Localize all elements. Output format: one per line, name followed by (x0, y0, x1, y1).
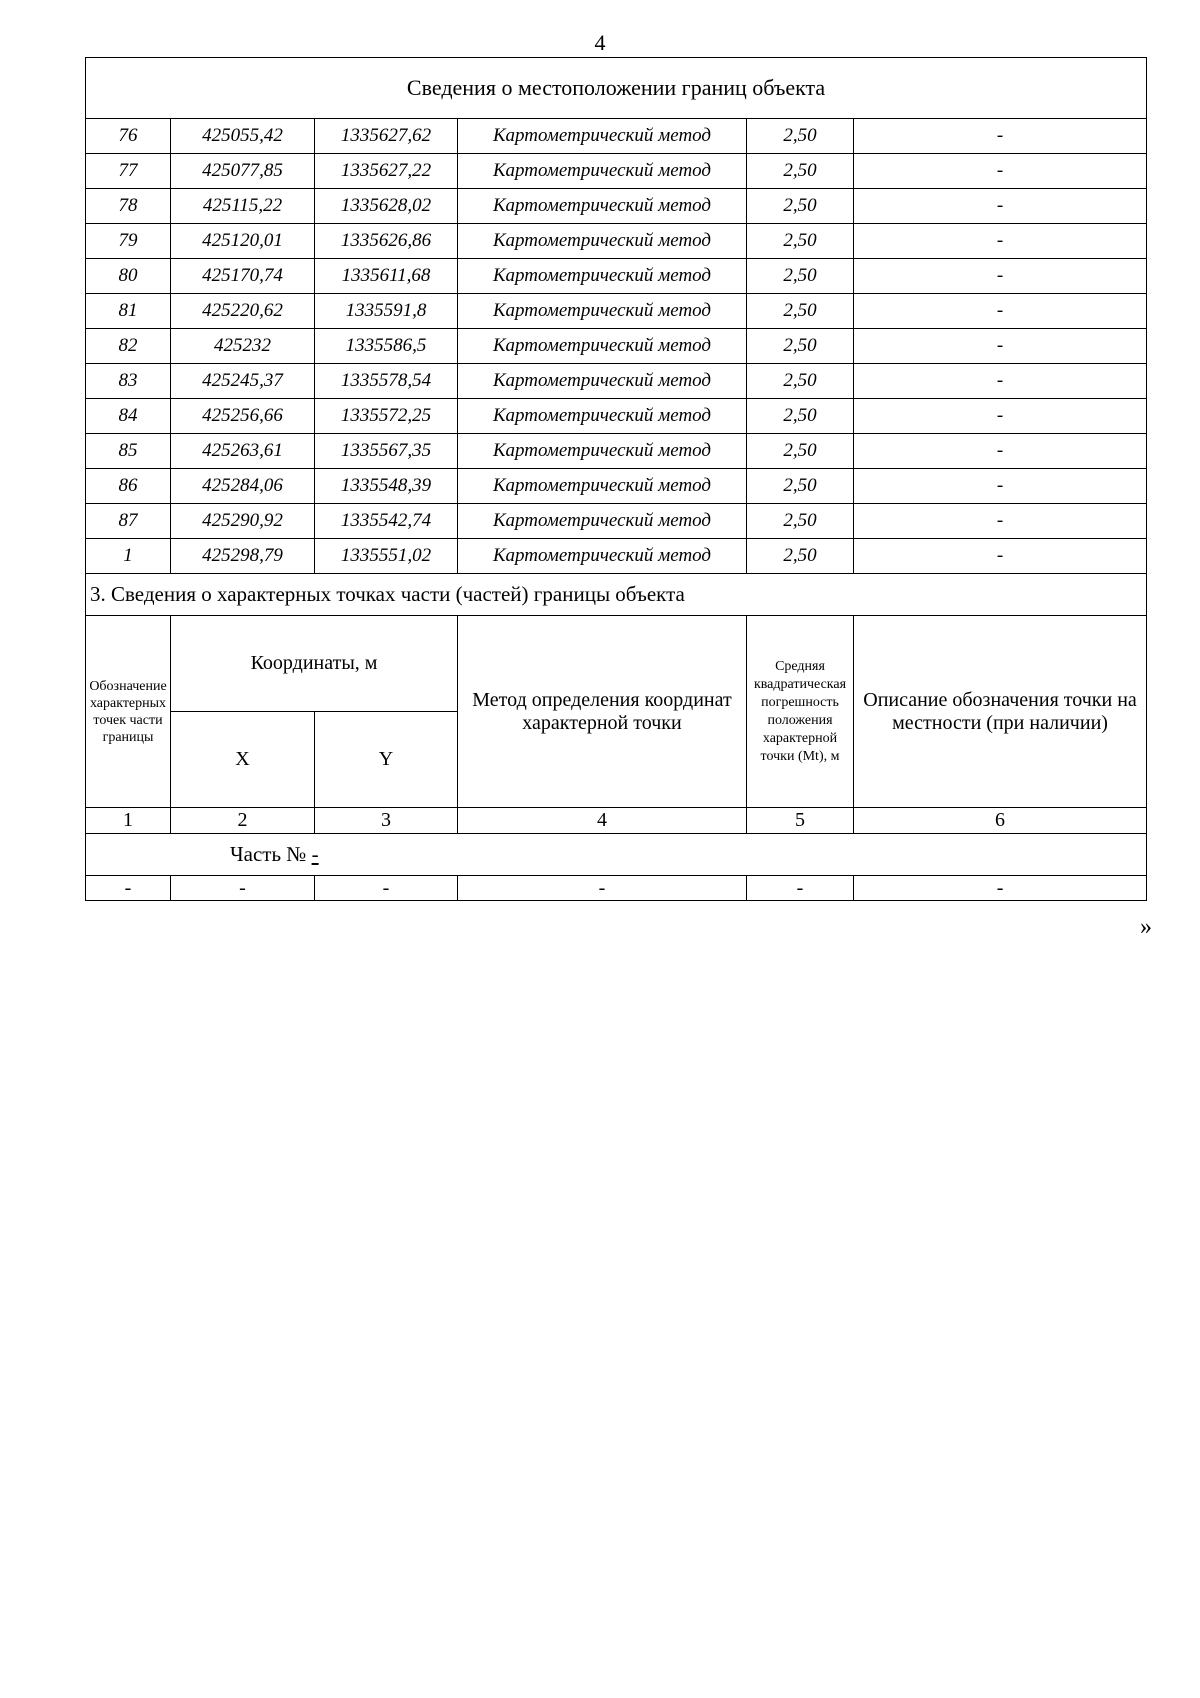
x-coordinate-cell: 425170,74 (171, 259, 315, 294)
point-number-cell: 86 (86, 469, 171, 504)
description-cell: - (854, 119, 1147, 154)
method-cell: Картометрический метод (458, 539, 747, 574)
method-cell: Картометрический метод (458, 434, 747, 469)
table-row (86, 504, 1147, 539)
page-number: 4 (594, 30, 606, 55)
header-x: X (171, 712, 315, 808)
table-row (86, 294, 1147, 329)
point-number-cell: 81 (86, 294, 171, 329)
header-coordinates: Координаты, м (171, 616, 458, 712)
column-numbers-row (86, 808, 1147, 834)
y-coordinate-cell: 1335578,54 (315, 364, 458, 399)
table-row (86, 399, 1147, 434)
mt-cell: 2,50 (747, 119, 854, 154)
table-row (86, 154, 1147, 189)
column-number: 2 (171, 808, 315, 834)
empty-cell: - (854, 876, 1147, 901)
table-row (86, 329, 1147, 364)
y-coordinate-cell: 1335542,74 (315, 504, 458, 539)
description-cell: - (854, 189, 1147, 224)
empty-part-row (86, 876, 1147, 901)
description-cell: - (854, 434, 1147, 469)
mt-cell: 2,50 (747, 294, 854, 329)
description-cell: - (854, 469, 1147, 504)
boundary-table (85, 57, 1147, 901)
column-number: 3 (315, 808, 458, 834)
x-coordinate-cell: 425232 (171, 329, 315, 364)
description-cell: - (854, 224, 1147, 259)
mt-cell: 2,50 (747, 469, 854, 504)
part-label: Часть № (230, 842, 307, 866)
description-cell: - (854, 329, 1147, 364)
y-coordinate-cell: 1335627,22 (315, 154, 458, 189)
x-coordinate-cell: 425245,37 (171, 364, 315, 399)
table-row (86, 469, 1147, 504)
method-cell: Картометрический метод (458, 259, 747, 294)
header-mt: Средняя квадратическая погрешность положения характерной точки (Mt), м (747, 616, 854, 808)
description-cell: - (854, 504, 1147, 539)
empty-cell: - (86, 876, 171, 901)
column-number: 6 (854, 808, 1147, 834)
point-number-cell: 79 (86, 224, 171, 259)
method-cell: Картометрический метод (458, 364, 747, 399)
y-coordinate-cell: 1335586,5 (315, 329, 458, 364)
y-coordinate-cell: 1335551,02 (315, 539, 458, 574)
mt-cell: 2,50 (747, 434, 854, 469)
mt-cell: 2,50 (747, 364, 854, 399)
column-number: 4 (458, 808, 747, 834)
y-coordinate-cell: 1335572,25 (315, 399, 458, 434)
x-coordinate-cell: 425256,66 (171, 399, 315, 434)
x-coordinate-cell: 425263,61 (171, 434, 315, 469)
mt-cell: 2,50 (747, 399, 854, 434)
x-coordinate-cell: 425290,92 (171, 504, 315, 539)
table-title: Сведения о местоположении границ объекта (86, 58, 1147, 119)
section-3-title: 3. Сведения о характерных точках части (частей) границы объекта (86, 574, 1147, 616)
y-coordinate-cell: 1335626,86 (315, 224, 458, 259)
point-number-cell: 83 (86, 364, 171, 399)
method-cell: Картометрический метод (458, 154, 747, 189)
method-cell: Картометрический метод (458, 189, 747, 224)
empty-cell: - (315, 876, 458, 901)
description-cell: - (854, 154, 1147, 189)
method-cell: Картометрический метод (458, 504, 747, 539)
empty-cell: - (458, 876, 747, 901)
table-row (86, 364, 1147, 399)
description-cell: - (854, 399, 1147, 434)
header-y: Y (315, 712, 458, 808)
point-number-cell: 82 (86, 329, 171, 364)
header-description: Описание обозначения точки на местности (при наличии) (854, 616, 1147, 808)
column-number: 1 (86, 808, 171, 834)
x-coordinate-cell: 425055,42 (171, 119, 315, 154)
x-coordinate-cell: 425284,06 (171, 469, 315, 504)
point-number-cell: 84 (86, 399, 171, 434)
mt-cell: 2,50 (747, 189, 854, 224)
y-coordinate-cell: 1335567,35 (315, 434, 458, 469)
x-coordinate-cell: 425298,79 (171, 539, 315, 574)
point-number-cell: 87 (86, 504, 171, 539)
y-coordinate-cell: 1335627,62 (315, 119, 458, 154)
x-coordinate-cell: 425115,22 (171, 189, 315, 224)
mt-cell: 2,50 (747, 329, 854, 364)
part-row (86, 834, 1147, 876)
point-number-cell: 85 (86, 434, 171, 469)
empty-cell: - (171, 876, 315, 901)
header-method: Метод определения координат характерной точки (458, 616, 747, 808)
column-number: 5 (747, 808, 854, 834)
empty-cell: - (747, 876, 854, 901)
table-row (86, 539, 1147, 574)
mt-cell: 2,50 (747, 224, 854, 259)
part-value: - (311, 842, 319, 866)
point-number-cell: 77 (86, 154, 171, 189)
table-row (86, 434, 1147, 469)
mt-cell: 2,50 (747, 504, 854, 539)
table-row (86, 224, 1147, 259)
table-row (86, 119, 1147, 154)
method-cell: Картометрический метод (458, 329, 747, 364)
point-number-cell: 80 (86, 259, 171, 294)
x-coordinate-cell: 425077,85 (171, 154, 315, 189)
method-cell: Картометрический метод (458, 469, 747, 504)
description-cell: - (854, 539, 1147, 574)
description-cell: - (854, 364, 1147, 399)
point-number-cell: 1 (86, 539, 171, 574)
header-designation: Обозначение характерных точек части границы (86, 616, 171, 808)
description-cell: - (854, 259, 1147, 294)
mt-cell: 2,50 (747, 539, 854, 574)
method-cell: Картометрический метод (458, 399, 747, 434)
method-cell: Картометрический метод (458, 119, 747, 154)
y-coordinate-cell: 1335548,39 (315, 469, 458, 504)
y-coordinate-cell: 1335628,02 (315, 189, 458, 224)
y-coordinate-cell: 1335591,8 (315, 294, 458, 329)
closing-quote-mark: » (1140, 914, 1152, 940)
point-number-cell: 78 (86, 189, 171, 224)
x-coordinate-cell: 425120,01 (171, 224, 315, 259)
y-coordinate-cell: 1335611,68 (315, 259, 458, 294)
point-number-cell: 76 (86, 119, 171, 154)
description-cell: - (854, 294, 1147, 329)
x-coordinate-cell: 425220,62 (171, 294, 315, 329)
method-cell: Картометрический метод (458, 224, 747, 259)
table-row (86, 189, 1147, 224)
mt-cell: 2,50 (747, 154, 854, 189)
mt-cell: 2,50 (747, 259, 854, 294)
table-row (86, 259, 1147, 294)
method-cell: Картометрический метод (458, 294, 747, 329)
